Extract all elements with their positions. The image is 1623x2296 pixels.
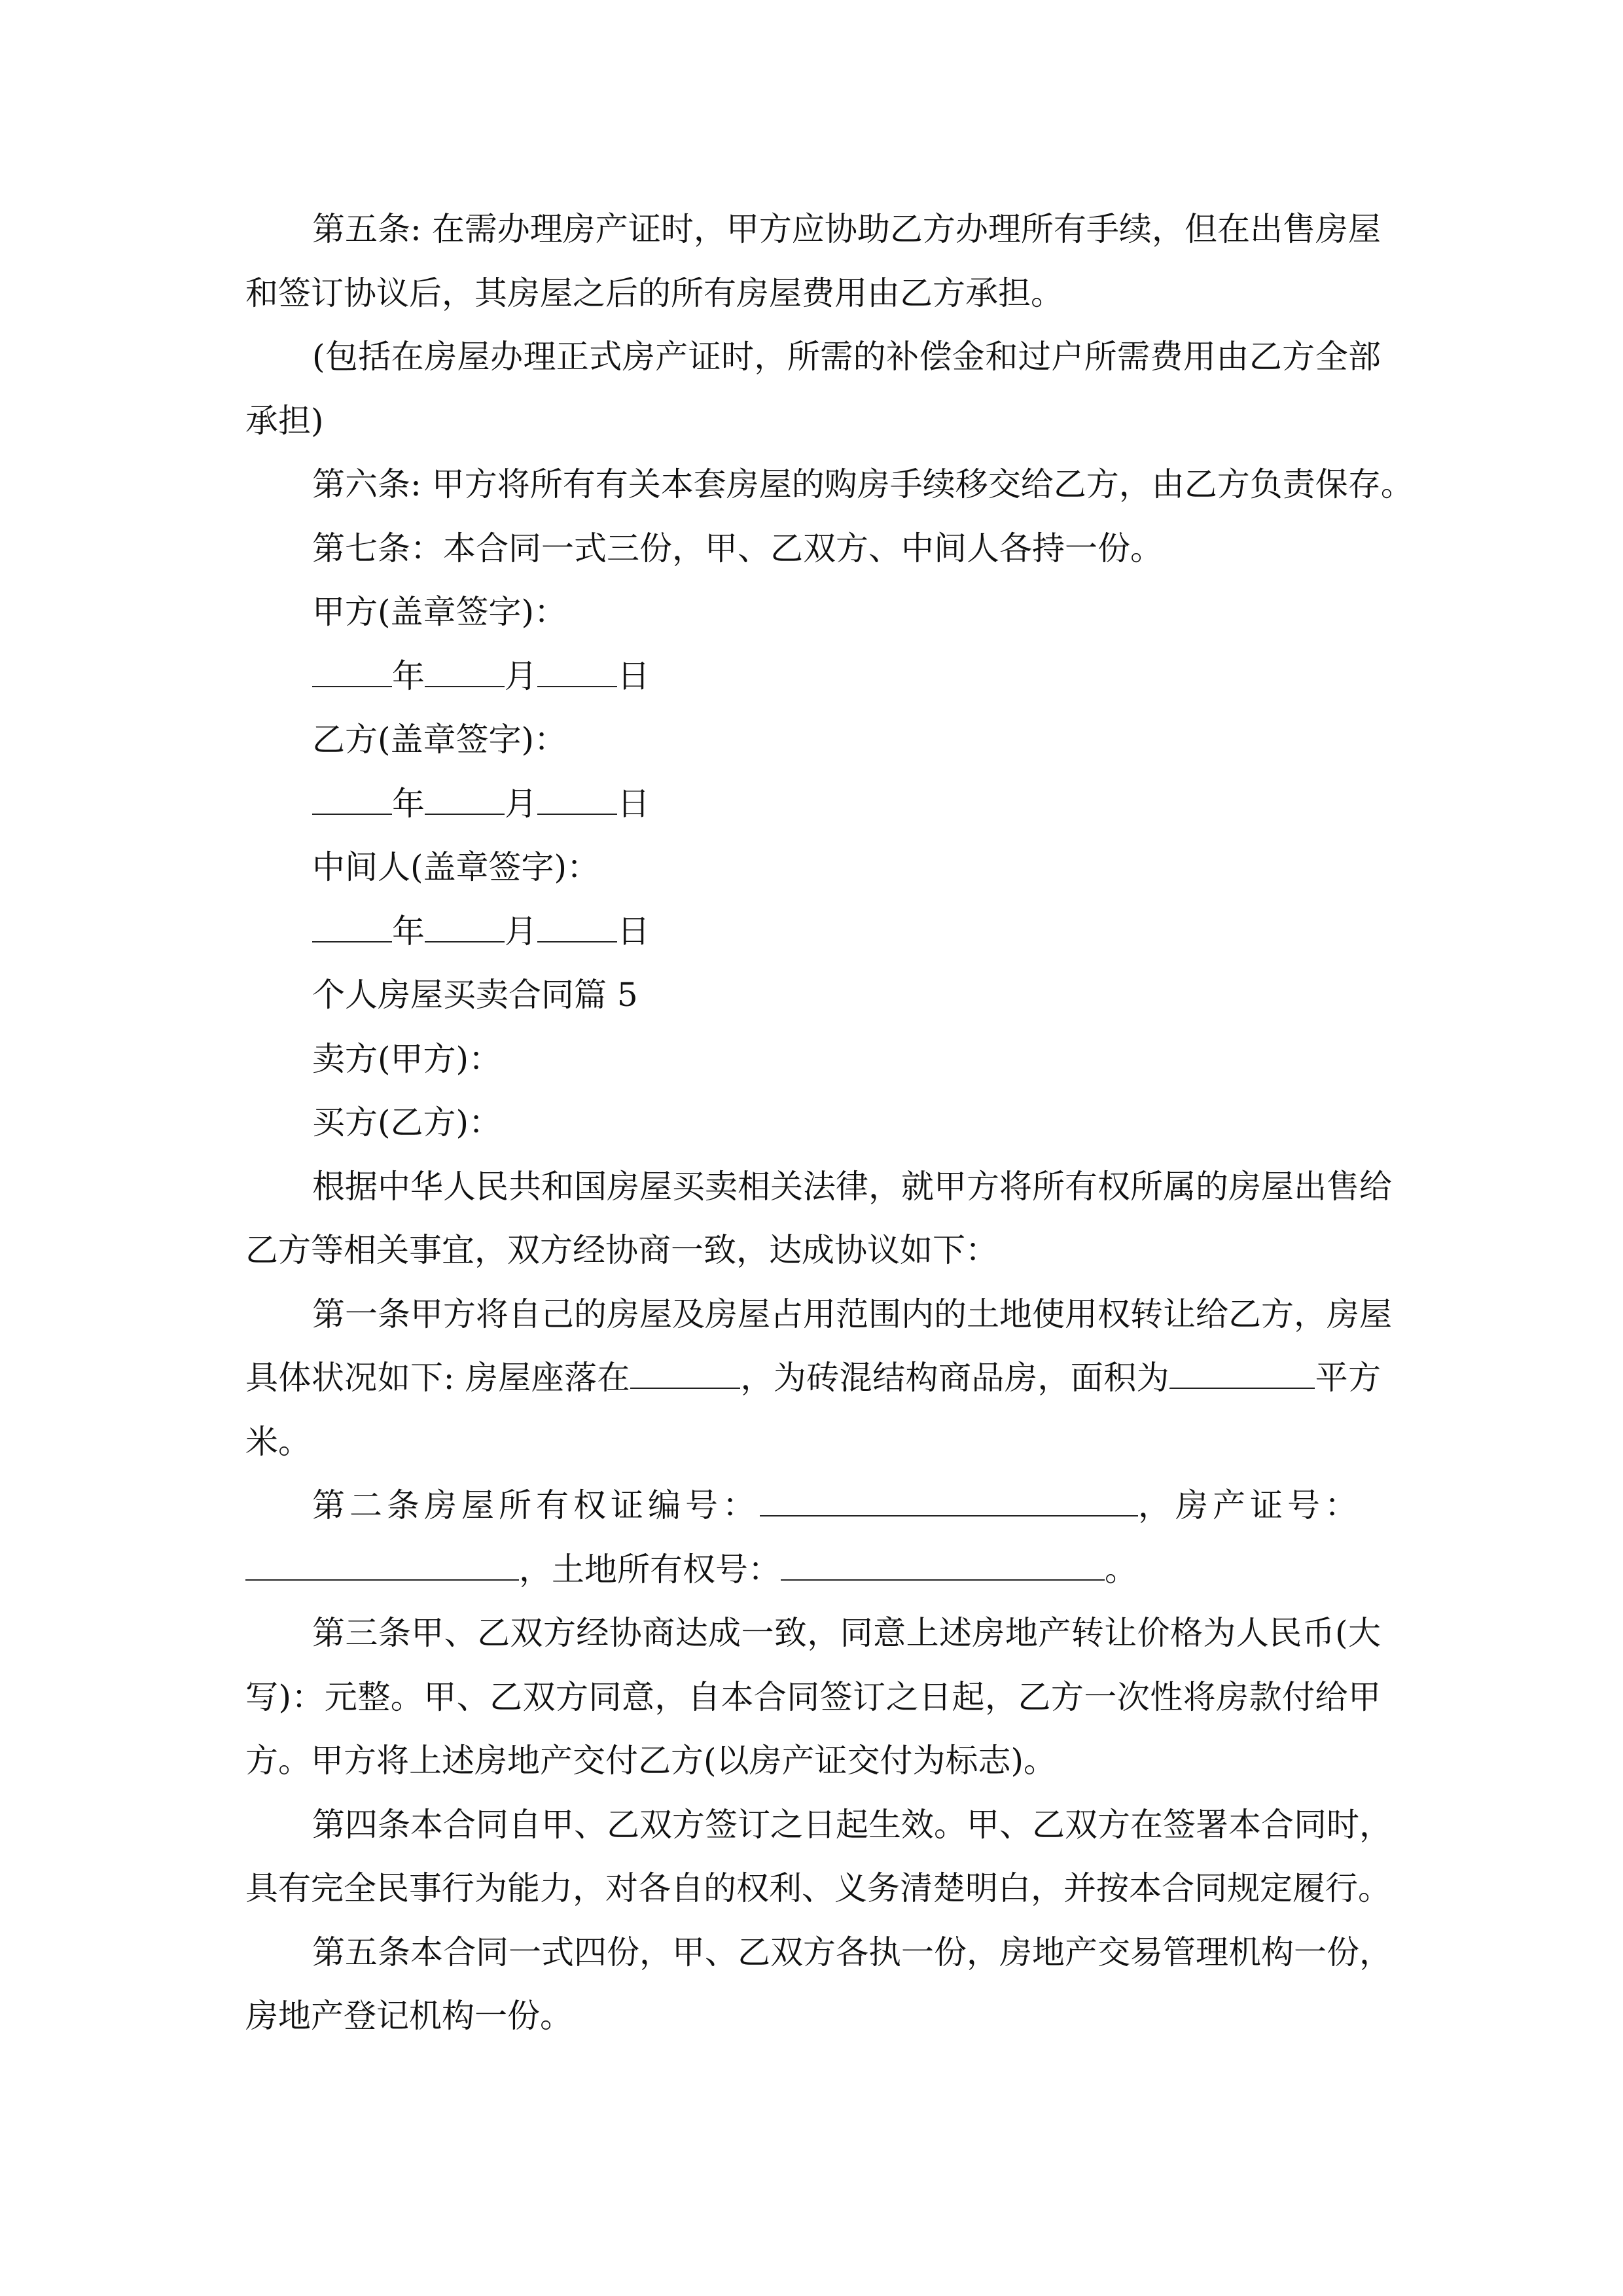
ownership-cert-blank [760, 1515, 1138, 1516]
clause-3-line-3: 方。甲方将上述房地产交付乙方(以房产证交付为标志)。 [245, 1742, 1057, 1780]
clause-2-line-1 [245, 1474, 1381, 1538]
party-b-signature-label: 乙方(盖章签字)： [312, 721, 567, 759]
location-label: 具体状况如下: 房屋座落在 [245, 1359, 630, 1397]
clause-2-end: 。 [1105, 1550, 1137, 1588]
clause-1-line-3: 米。 [245, 1422, 311, 1461]
day-blank [537, 941, 617, 942]
day-label: 日 [617, 912, 650, 950]
month-blank [425, 685, 505, 687]
party-a-signature-label: 甲方(盖章签字)： [312, 593, 567, 631]
clause-4-line-1: 第四条本合同自甲、乙双方签订之日起生效。甲、乙双方在签署本合同时， [312, 1805, 1392, 1844]
year-blank [312, 941, 392, 942]
year-label: 年 [392, 656, 425, 695]
buyer-label: 买方(乙方)： [312, 1103, 502, 1141]
day-label: 日 [617, 656, 650, 695]
note-line-1: (包括在房屋办理正式房产证时，所需的补偿金和过户所需费用由乙方全部 [312, 338, 1381, 376]
day-blank [537, 813, 617, 815]
month-label: 月 [505, 912, 537, 950]
clause-1-line-2 [245, 1346, 1381, 1410]
clause-1-line-1: 第一条甲方将自己的房屋及房屋占用范围内的土地使用权转让给乙方，房屋 [312, 1295, 1392, 1333]
land-cert-label: ，土地所有权号： [519, 1550, 781, 1588]
note-line-2: 承担) [245, 401, 324, 440]
month-label: 月 [505, 784, 537, 823]
section-title: 个人房屋买卖合同篇 5 [312, 976, 638, 1014]
article-7: 第七条：本合同一式三份，甲、乙双方、中间人各持一份。 [312, 529, 1163, 567]
month-blank [425, 941, 505, 942]
area-unit: 平方 [1315, 1359, 1381, 1397]
land-cert-blank [781, 1579, 1105, 1581]
day-blank [537, 685, 617, 687]
clause-2-line-2 [245, 1538, 1381, 1602]
article-5-line-1: 第五条: 在需办理房产证时，甲方应协助乙方办理所有手续，但在出售房屋 [312, 210, 1381, 248]
party-b-date-line [245, 772, 1381, 836]
middleman-signature-label: 中间人(盖章签字)： [312, 848, 600, 886]
day-label: 日 [617, 784, 650, 823]
party-a-date-line [245, 645, 1381, 709]
location-blank [630, 1387, 740, 1389]
property-cert-blank [245, 1579, 519, 1581]
article-6: 第六条: 甲方将所有有关本套房屋的购房手续移交给乙方，由乙方负责保存。 [312, 465, 1414, 503]
structure-text: ，为砖混结构商品房，面积为 [740, 1359, 1170, 1397]
month-blank [425, 813, 505, 815]
clause-5-line-2: 房地产登记机构一份。 [245, 1997, 573, 2035]
year-label: 年 [392, 912, 425, 950]
clause-5-line-1: 第五条本合同一式四份，甲、乙双方各执一份，房地产交易管理机构一份， [312, 1933, 1392, 1971]
area-blank [1169, 1387, 1315, 1389]
middleman-date-line [245, 900, 1381, 964]
seller-label: 卖方(甲方)： [312, 1039, 502, 1078]
month-label: 月 [505, 656, 537, 695]
article-5-line-2: 和签订协议后，其房屋之后的所有房屋费用由乙方承担。 [245, 274, 1063, 312]
ownership-cert-label: 第二条房屋所有权证编号： [312, 1486, 760, 1524]
document-body [245, 198, 1414, 2049]
clause-3-line-2: 写)：元整。甲、乙双方同意，自本合同签订之日起，乙方一次性将房款付给甲 [245, 1677, 1381, 1716]
clause-4-line-2: 具有完全民事行为能力，对各自的权利、义务清楚明白，并按本合同规定履行。 [245, 1869, 1391, 1907]
property-cert-label: ，房产证号： [1138, 1486, 1362, 1524]
preamble-line-1: 根据中华人民共和国房屋买卖相关法律，就甲方将所有权所属的房屋出售给 [312, 1167, 1392, 1206]
clause-3-line-1: 第三条甲、乙双方经协商达成一致，同意上述房地产转让价格为人民币(大 [312, 1614, 1381, 1652]
year-blank [312, 685, 392, 687]
year-label: 年 [392, 784, 425, 823]
year-blank [312, 813, 392, 815]
preamble-line-2: 乙方等相关事宜，双方经协商一致，达成协议如下： [245, 1231, 998, 1269]
